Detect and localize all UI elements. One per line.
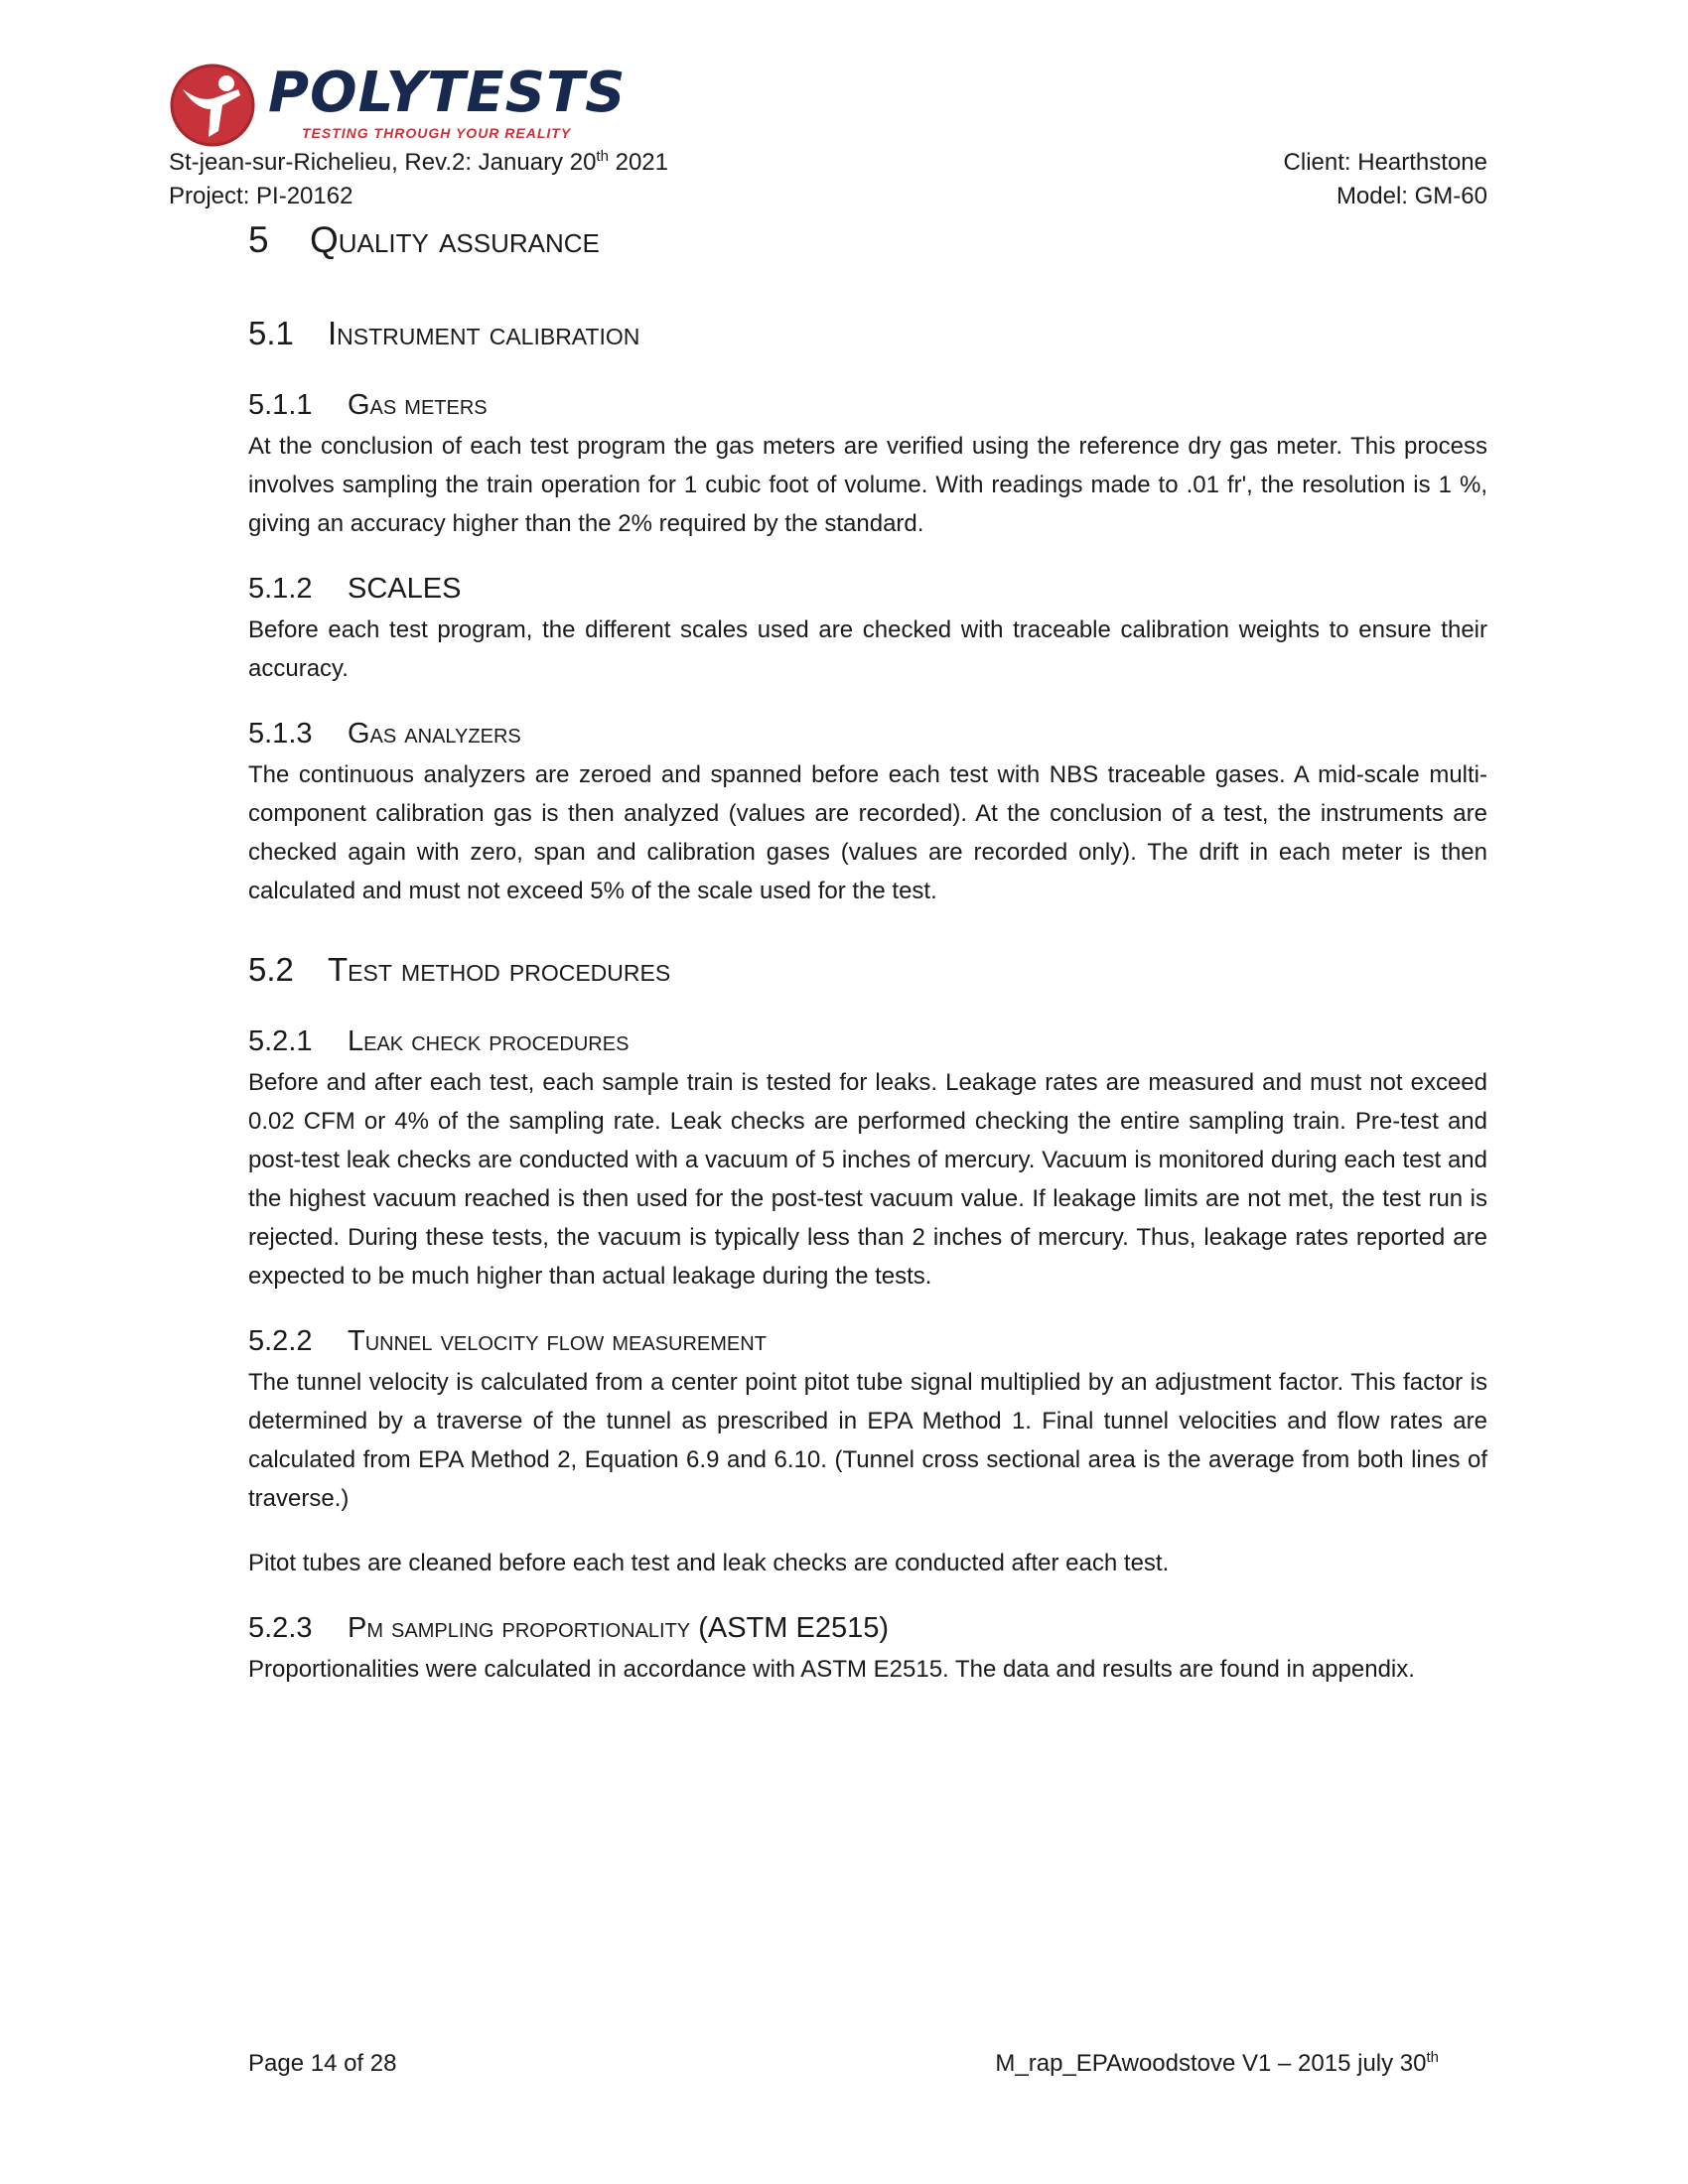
header-right [1284, 146, 1487, 213]
header-client: Client: Hearthstone [1283, 149, 1487, 176]
heading-pm-sampling: 5.2.3 Pm sampling proportionality (ASTM E2515) [248, 1612, 889, 1644]
paragraph-gas-meters: At the conclusion of each test program the gas meters are verified using the reference dry gas meter. This process involves sampling the train operation for 1 cubic foot of volume. With readings made to .01 fr', the resolution is 1 %, giving an accuracy higher than the 2% required by the standard. [248, 433, 1487, 537]
footer-document-id: M_rap_EPAwoodstove V1 – 2015 july 30th [995, 2049, 1439, 2077]
logo-wordmark: POLYTESTS [268, 61, 627, 125]
paragraph-leak-check: Before and after each test, each sample train is tested for leaks. Leakage rates are measured and must not exceed 0.02 CFM or 4% of the sampling rate. Leak checks are performed checking the entire sampling train. Pre-test and post-test leak checks are conducted with a vacuum of 5 inches of mercury. Vacuum is monitored during each test and the highest vacuum reached is then used for the post-test vacuum value. If leakage limits are not met, the test run is rejected. During these tests, the vacuum is typically less than 2 inches of mercury. Thus, leakage rates reported are expected to be much higher than actual leakage during the tests. [248, 1069, 1487, 1290]
heading-gas-meters: 5.1.1 Gas meters [248, 389, 488, 421]
paragraph-gas-analyzers: The continuous analyzers are zeroed and spanned before each test with NBS traceable gases. A mid-scale multi-component calibration gas is then analyzed (values are recorded). At the conclusion of a test, the instruments are checked again with zero, span and calibration gases (values are recorded only). The drift in each meter is then calculated and must not exceed 5% of the scale used for the test. [248, 761, 1487, 904]
header-model: Model: GM-60 [1336, 183, 1487, 209]
paragraph-pitot-tubes: Pitot tubes are cleaned before each test and leak checks are conducted after each test. [248, 1550, 1170, 1576]
logo-tagline: TESTING THROUGH YOUR REALITY [302, 125, 572, 141]
header-location-date: St-jean-sur-Richelieu, Rev.2: January 20th 2021 [169, 148, 668, 176]
paragraph-scales: Before each test program, the different scales used are checked with traceable calibration weights to ensure their accuracy. [248, 616, 1487, 682]
runner-logo-icon [169, 60, 262, 149]
heading-instrument-calibration: 5.1 Instrument calibration [248, 315, 640, 351]
paragraph-tunnel-velocity: The tunnel velocity is calculated from a center point pitot tube signal multiplied by an adjustment factor. This factor is determined by a traverse of the tunnel as prescribed in EPA Method 1. Final tunnel velocities and flow rates are calculated from EPA Method 2, Equation 6.9 and 6.10. (Tunnel cross sectional area is the average from both lines of traverse.) [248, 1369, 1487, 1512]
heading-leak-check-procedures: 5.2.1 Leak check procedures [248, 1025, 630, 1057]
header-project: Project: PI-20162 [169, 183, 353, 209]
document-body [248, 216, 1487, 1689]
heading-quality-assurance: 5 Quality assurance [248, 219, 600, 260]
header-left [169, 146, 668, 213]
heading-scales: 5.1.2 SCALES [248, 573, 462, 605]
heading-tunnel-velocity: 5.2.2 Tunnel velocity flow measurement [248, 1325, 767, 1357]
heading-gas-analyzers: 5.1.3 Gas analyzers [248, 718, 521, 750]
heading-test-method-procedures: 5.2 Test method procedures [248, 951, 671, 988]
polytests-logo [169, 56, 626, 145]
paragraph-pm-sampling: Proportionalities were calculated in accordance with ASTM E2515. The data and results are found in appendix. [248, 1656, 1415, 1683]
footer-page-number: Page 14 of 28 [248, 2050, 397, 2077]
